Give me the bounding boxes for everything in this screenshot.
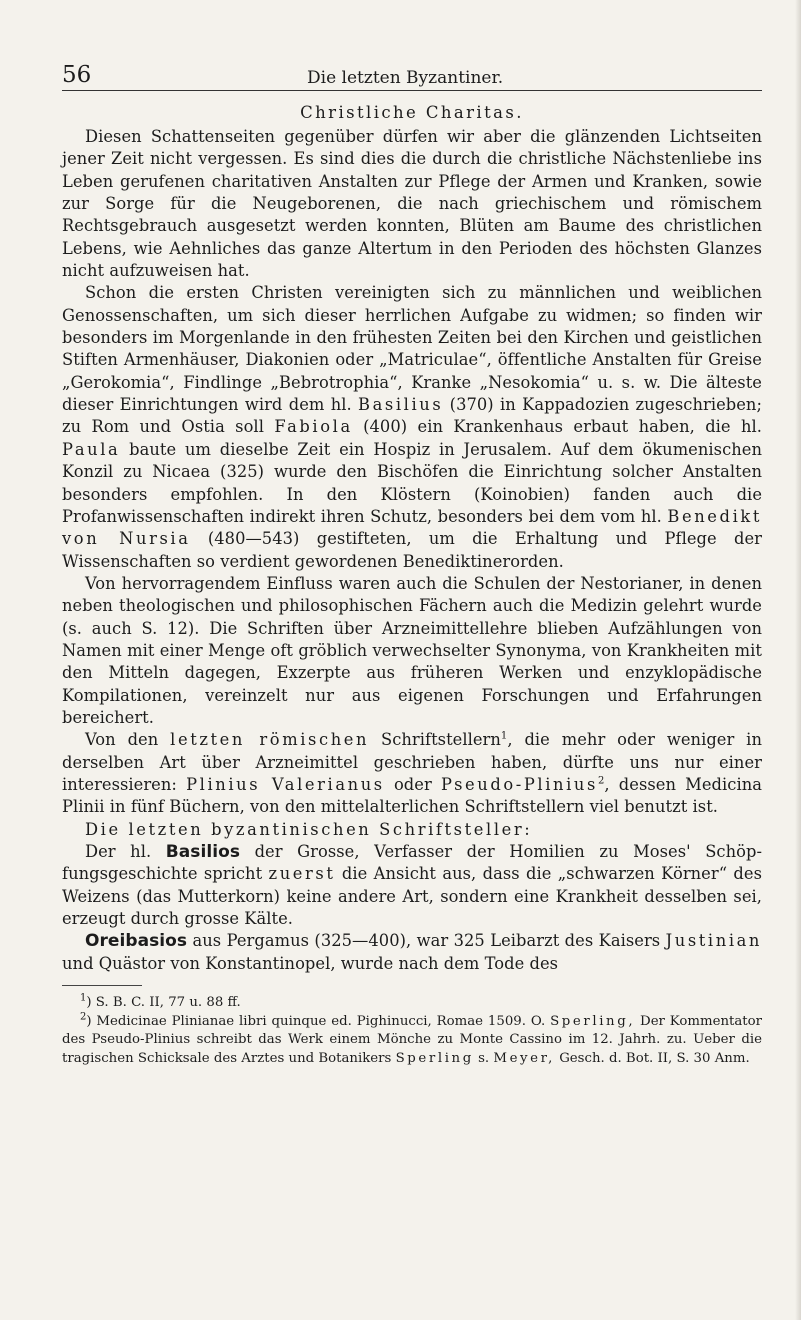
body-text bbox=[62, 126, 762, 975]
footnotes bbox=[62, 994, 762, 1068]
subheading: Die letzten byzantinischen Schriftsteller: bbox=[85, 819, 533, 839]
name-plinius-valerianus: Plinius Valerianus bbox=[186, 774, 385, 794]
name-sperling-2: Sperling bbox=[395, 1050, 474, 1066]
footnote-ref-1: 1 bbox=[500, 730, 508, 742]
name-oreibasios: Oreibasios bbox=[85, 931, 188, 952]
name-fabiola: Fabiola bbox=[274, 417, 353, 437]
paragraph: Oreibasios aus Pergamus (325—400), war 325 Leibarzt des Kaisers Justinian und Quästor von Konstantinopel, wurde nach dem Tode des bbox=[62, 931, 763, 973]
emph-letzten-roemischen: letzten römischen bbox=[170, 730, 370, 750]
page-number: 56 bbox=[62, 62, 92, 88]
name-basilius: Basilius bbox=[358, 395, 444, 415]
paragraph: Von hervorragendem Einfluss waren auch die Schulen der Nestorianer, in denen neben theologischen und philosophischen Fächern auch die Medizin gelehrt wurde (s. auch S. 12). Die Schriften über Arzneimittellehre blieben Aufzählungen von Namen mit einer Menge oft gröblich verwechselter Synonyma, von Krankheiten mit den Mitteln dagegen, Exzerpte aus früheren Werken und enzyklopädische Kompilationen, vereinzelt nur aus eigenen Forschungen und Erfahrungen bereichert. bbox=[62, 573, 762, 727]
name-meyer: Meyer, bbox=[493, 1050, 555, 1066]
name-benedikt: Benedikt von Nursia bbox=[62, 506, 762, 549]
name-sperling: Sperling, bbox=[550, 1013, 636, 1029]
emph-zuerst: zuerst bbox=[268, 864, 336, 884]
name-justinian: Justinian bbox=[665, 931, 763, 951]
scan-edge-shadow bbox=[795, 0, 801, 1320]
paragraph: Von den letzten römischen Schriftstellern$^1$, die mehr oder weniger in derselben Art über Arzneimittel geschrieben haben, dürfte uns nur einer interessieren: Plinius Valerianus oder Pseudo-Plinius$^2$, dessen Medicina Plinii in fünf Büchern, von den mittelalterlichen Schriftstellern viel benutzt ist. bbox=[62, 730, 762, 817]
footnote-ref-2: 2 bbox=[597, 775, 605, 787]
page-header bbox=[62, 56, 762, 91]
paragraph: Schon die ersten Christen vereinigten sich zu männlichen und weiblichen Genossenschaften, um sich dieser herrlichen Aufgabe zu widmen; so finden wir besonders im Morgenlande in den frühesten Zeiten bei den Kirchen und geistlichen Stiften Armenhäuser, Diakonien oder „Matriculae“, öffentliche Anstalten für Greise „Gerokomia“, Findlinge „Bebrotrophia“, Kranke „Nesokomia“ u. s. w. Die älteste dieser Einrichtungen wird dem hl. Basilius (370) in Kappadozien zugeschrieben; zu Rom und Ostia soll Fabiola (400) ein Krankenhaus erbaut haben, die hl. Paula baute um dieselbe Zeit ein Hospiz in Jerusalem. Auf dem ökumenischen Konzil zu Nicaea (325) wurde den Bischöfen die Einrichtung solcher Anstalten besonders empfohlen. In den Klöstern (Koinobien) fanden auch die Profanwissenschaften indirekt ihren Schutz, besonders bei dem vom hl. Benedikt von Nursia (480—543) gestifteten, um die Erhaltung und Pflege der Wissenschaften so verdient gewordenen Benediktinerorden. bbox=[62, 283, 762, 571]
name-pseudo-plinius: Pseudo-Plinius bbox=[440, 774, 598, 794]
name-paula: Paula bbox=[62, 439, 121, 459]
footnote-1: $^1$) S. B. C. II, 77 u. 88 ff. bbox=[80, 992, 241, 1011]
name-basilios: Basilios bbox=[165, 842, 240, 862]
section-title: Christliche Charitas. bbox=[300, 103, 524, 122]
running-title: Die letzten Byzantiner. bbox=[307, 68, 504, 88]
paragraph: Der hl. Basilios der Grosse, Verfasser der Homilien zu Moses' Schöpfungsgeschichte spricht zuerst die Ansicht aus, dass die „schwarzen Körner“ des Weizens (das Mutterkorn) keine andere Art, sondern eine Krankheit desselben sei, erzeugt durch grosse Kälte. bbox=[62, 842, 762, 929]
paragraph: Diesen Schattenseiten gegenüber dürfen wir aber die glänzenden Lichtseiten jener Zeit nicht vergessen. Es sind dies die durch die christliche Nächstenliebe ins Leben gerufenen charitativen Anstalten zur Pflege der Armen und Kranken, sowie zur Sorge für die Neugeborenen, die nach griechischem und römischem Rechtsgebrauch ausgesetzt werden konnten, Blüten am Baume des christlichen Lebens, wie Aehnliches das ganze Altertum in den Perioden des höchsten Glanzes nicht aufzuweisen hat. bbox=[62, 127, 762, 281]
footnote-2: $^2$) Medicinae Plinianae libri quinque ed. Pighinucci, Romae 1509. O. Sperling, Der Kommentator des Pseudo-Plinius schreibt das Werk einem Mönche zu Monte Cassino im 12. Jahrh. zu. Ueber die tragischen Schicksale des Arztes und Botanikers Sperling s. Meyer, Gesch. d. Bot. II, S. 30 Anm. bbox=[62, 1011, 762, 1066]
book-page bbox=[62, 56, 762, 1068]
footnote-divider bbox=[62, 985, 142, 986]
